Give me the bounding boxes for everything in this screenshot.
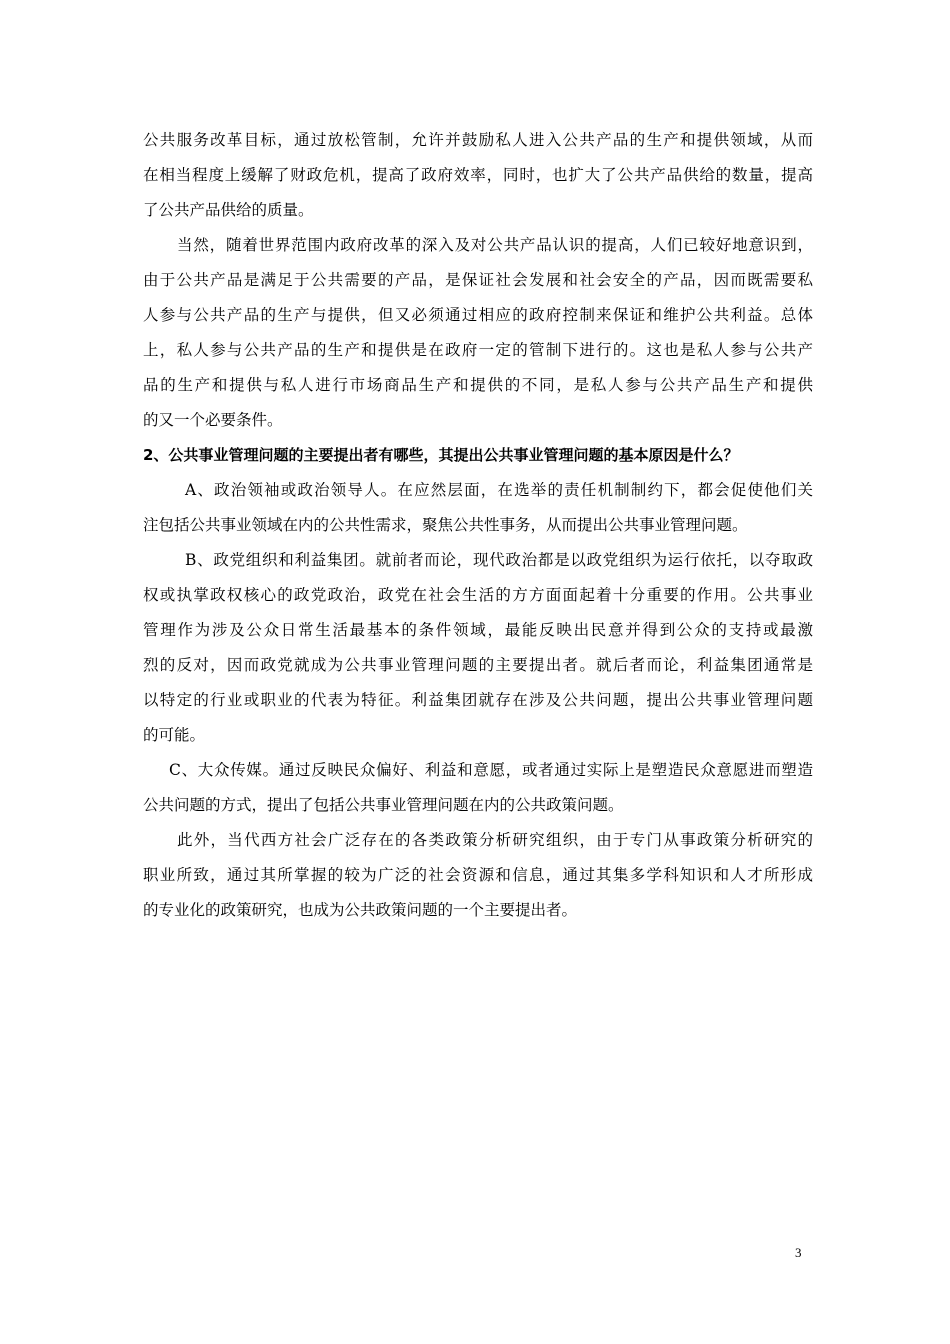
text-line: 注包括公共事业领域在内的公共性需求，聚焦公共性事务，从而提出公共事业管理问题。: [143, 516, 748, 534]
text-line: 由于公共产品是满足于公共需要的产品，是保证社会发展和社会安全的产品，因而既需要私: [143, 271, 813, 289]
text-line: 烈的反对，因而政党就成为公共事业管理问题的主要提出者。就后者而论，利益集团通常是: [143, 656, 813, 674]
text-line: 当然，随着世界范围内政府改革的深入及对公共产品认识的提高，人们已较好地意识到，: [177, 236, 813, 254]
text-line: B、政党组织和利益集团。就前者而论，现代政治都是以政党组织为运行依托，以夺取政: [185, 551, 813, 569]
text-line: 公共服务改革目标，通过放松管制，允许并鼓励私人进入公共产品的生产和提供领域，从而: [143, 131, 813, 149]
text-line: 的又一个必要条件。: [143, 411, 283, 429]
text-line: 的可能。: [143, 726, 206, 744]
text-line: 品的生产和提供与私人进行市场商品生产和提供的不同，是私人参与公共产品生产和提供: [143, 376, 813, 394]
text-line: 公共问题的方式，提出了包括公共事业管理问题在内的公共政策问题。: [143, 796, 624, 814]
text-line: C、大众传媒。通过反映民众偏好、利益和意愿，或者通过实际上是塑造民众意愿进而塑造: [169, 761, 813, 779]
text-line: 上，私人参与公共产品的生产和提供是在政府一定的管制下进行的。这也是私人参与公共产: [143, 341, 813, 359]
text-line: 了公共产品供给的质量。: [143, 201, 314, 219]
page-number: 3: [795, 1245, 802, 1260]
document-body: [143, 123, 813, 928]
text-line: A、政治领袖或政治领导人。在应然层面，在选举的责任机制制约下，都会促使他们关: [185, 481, 813, 499]
text-line: 管理作为涉及公众日常生活最基本的条件领域，最能反映出民意并得到公众的支持或最激: [143, 621, 813, 639]
text-line: 以特定的行业或职业的代表为特征。利益集团就存在涉及公共问题，提出公共事业管理问题: [143, 691, 813, 709]
text-line: 在相当程度上缓解了财政危机，提高了政府效率，同时，也扩大了公共产品供给的数量，提高: [143, 166, 813, 184]
text-line: 的专业化的政策研究，也成为公共政策问题的一个主要提出者。: [143, 901, 578, 919]
text-line: 人参与公共产品的生产与提供，但又必须通过相应的政府控制来保证和维护公共利益。总体: [143, 306, 813, 324]
text-line: 此外，当代西方社会广泛存在的各类政策分析研究组织，由于专门从事政策分析研究的: [177, 831, 813, 849]
text-line: 权或执掌政权核心的政党政治，政党在社会生活的方方面面起着十分重要的作用。公共事业: [143, 586, 813, 604]
question-heading: 2、公共事业管理问题的主要提出者有哪些，其提出公共事业管理问题的基本原因是什么？: [143, 446, 739, 464]
text-line: 职业所致，通过其所掌握的较为广泛的社会资源和信息，通过其集多学科知识和人才所形成: [143, 866, 813, 884]
